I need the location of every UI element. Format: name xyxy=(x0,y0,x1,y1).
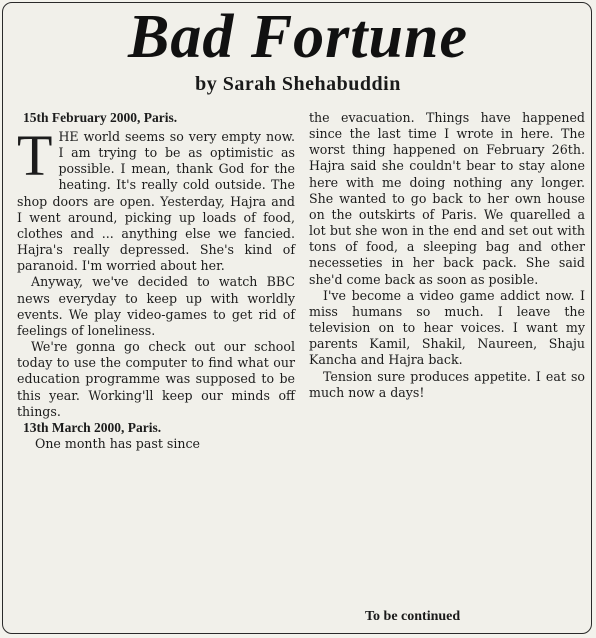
continued-note: To be continued xyxy=(365,609,461,624)
entry-paragraph: I've become a video game addict now. I miss humans so much. I leave the television on to hear voices. I want my parents Kamil, Shakil, Naureen, Shaju Kancha and Hajra back. xyxy=(309,287,585,368)
newspaper-clipping xyxy=(2,2,592,634)
paragraph-text: HE world seems so very empty now. I am trying to be as optimistic as possible. I mean, thank God for the heating. It's really cold outside. The shop doors are open. Yesterday, Hajra and I went around, picking up loads of food, clothes and ... anything else we fancied. Hajra's really depressed. She's kind of paranoid. I'm worried about her. xyxy=(17,129,295,274)
drop-cap: T xyxy=(17,123,53,188)
entry-paragraph: Tension sure produces appetite. I eat so much now a days! xyxy=(309,368,585,400)
entry-paragraph: We're gonna go check out our school today to use the computer to find what our education programme was supposed to be this year. Working'll keep our minds off things. xyxy=(17,339,295,419)
entry-date: 13th March 2000, Paris. xyxy=(23,419,162,435)
entry-paragraph: One month has past since xyxy=(35,435,200,451)
byline: by Sarah Shehabuddin xyxy=(195,73,401,95)
entry-paragraph: Anyway, we've decided to watch BBC news everyday to keep up with worldly events. We play video-games to get rid of feelings of loneliness. xyxy=(17,274,295,338)
left-column xyxy=(17,110,295,452)
entry-date: 15th February 2000, Paris. xyxy=(23,110,178,125)
entry-paragraph xyxy=(17,123,295,274)
entry-paragraph: the evacuation. Things have happened since the last time I wrote in here. The worst thing happened on February 26th. Hajra said she couldn't bear to stay alone here with me doing nothing any longer. She wanted to go back to her own house on the outskirts of Paris. We quarelled a lot but she won in the end and set out with tons of food, a sleeping bag and other necesseties in her back pack. She said she'd come back as soon as posible. xyxy=(309,110,585,287)
right-column xyxy=(309,110,585,401)
article-title: Bad Fortune xyxy=(127,3,469,71)
